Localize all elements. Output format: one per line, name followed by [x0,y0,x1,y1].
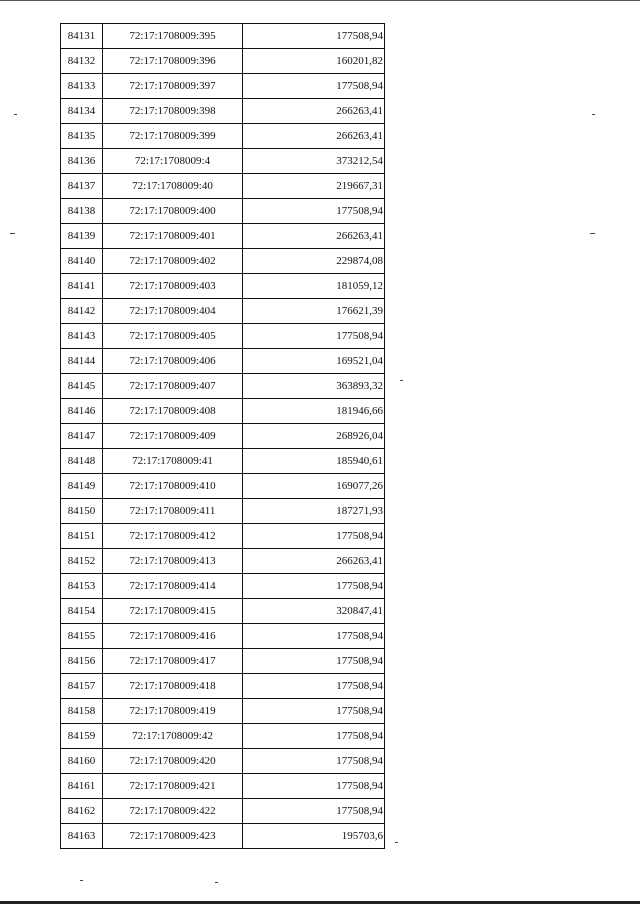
row-number: 84144 [61,349,103,374]
table-row [61,499,385,524]
row-number: 84137 [61,174,103,199]
row-number: 84150 [61,499,103,524]
row-number: 84148 [61,449,103,474]
cadastral-value: 266263,41 [243,224,385,249]
cadastral-value: 169077,26 [243,474,385,499]
table-row [61,124,385,149]
cadastral-value: 177508,94 [243,799,385,824]
cadastral-value: 177508,94 [243,699,385,724]
cadastral-number: 72:17:1708009:419 [103,699,243,724]
top-rule [0,0,640,1]
table-row [61,599,385,624]
table-row [61,74,385,99]
table-row [61,299,385,324]
cadastral-number: 72:17:1708009:415 [103,599,243,624]
scan-speck [592,114,595,115]
cadastral-value: 266263,41 [243,549,385,574]
table-body [61,24,385,849]
cadastral-number: 72:17:1708009:404 [103,299,243,324]
cadastral-value: 187271,93 [243,499,385,524]
cadastral-number: 72:17:1708009:395 [103,24,243,49]
cadastral-number: 72:17:1708009:405 [103,324,243,349]
cadastral-value: 266263,41 [243,99,385,124]
row-number: 84157 [61,674,103,699]
row-number: 84132 [61,49,103,74]
table-row [61,774,385,799]
cadastral-value: 373212,54 [243,149,385,174]
table-row [61,799,385,824]
cadastral-number: 72:17:1708009:402 [103,249,243,274]
row-number: 84158 [61,699,103,724]
cadastral-value: 177508,94 [243,649,385,674]
cadastral-value: 363893,32 [243,374,385,399]
cadastral-value: 177508,94 [243,749,385,774]
table-row [61,349,385,374]
cadastral-value: 177508,94 [243,774,385,799]
cadastral-value: 177508,94 [243,574,385,599]
cadastral-number: 72:17:1708009:396 [103,49,243,74]
cadastral-value: 177508,94 [243,524,385,549]
cadastral-value-table-wrap [60,23,384,849]
row-number: 84138 [61,199,103,224]
row-number: 84155 [61,624,103,649]
row-number: 84131 [61,24,103,49]
table-row [61,524,385,549]
cadastral-value: 177508,94 [243,724,385,749]
table-row [61,324,385,349]
cadastral-value: 177508,94 [243,674,385,699]
cadastral-value: 177508,94 [243,24,385,49]
row-number: 84154 [61,599,103,624]
row-number: 84149 [61,474,103,499]
scan-speck [14,114,17,115]
cadastral-value: 181946,66 [243,399,385,424]
cadastral-number: 72:17:1708009:414 [103,574,243,599]
row-number: 84141 [61,274,103,299]
row-number: 84161 [61,774,103,799]
row-number: 84134 [61,99,103,124]
cadastral-value: 229874,08 [243,249,385,274]
cadastral-number: 72:17:1708009:4 [103,149,243,174]
scan-speck [590,233,595,234]
scan-speck [400,380,403,381]
table-row [61,424,385,449]
table-row [61,474,385,499]
cadastral-value: 181059,12 [243,274,385,299]
cadastral-number: 72:17:1708009:422 [103,799,243,824]
scan-speck [80,880,83,881]
scan-speck [395,842,398,843]
cadastral-number: 72:17:1708009:406 [103,349,243,374]
table-row [61,649,385,674]
row-number: 84136 [61,149,103,174]
table-row [61,274,385,299]
table-row [61,699,385,724]
cadastral-number: 72:17:1708009:401 [103,224,243,249]
cadastral-value: 177508,94 [243,624,385,649]
cadastral-value: 177508,94 [243,74,385,99]
cadastral-number: 72:17:1708009:399 [103,124,243,149]
table-row [61,399,385,424]
row-number: 84135 [61,124,103,149]
cadastral-number: 72:17:1708009:400 [103,199,243,224]
cadastral-number: 72:17:1708009:408 [103,399,243,424]
table-row [61,99,385,124]
cadastral-value: 177508,94 [243,324,385,349]
table-row [61,549,385,574]
cadastral-number: 72:17:1708009:421 [103,774,243,799]
cadastral-value: 177508,94 [243,199,385,224]
table-row [61,24,385,49]
cadastral-value: 169521,04 [243,349,385,374]
cadastral-value: 268926,04 [243,424,385,449]
table-row [61,624,385,649]
table-row [61,149,385,174]
cadastral-number: 72:17:1708009:413 [103,549,243,574]
row-number: 84146 [61,399,103,424]
table-row [61,199,385,224]
cadastral-value-table [60,23,385,849]
bottom-rule [0,901,640,904]
cadastral-number: 72:17:1708009:409 [103,424,243,449]
table-row [61,449,385,474]
row-number: 84151 [61,524,103,549]
cadastral-number: 72:17:1708009:42 [103,724,243,749]
row-number: 84142 [61,299,103,324]
cadastral-value: 219667,31 [243,174,385,199]
table-row [61,374,385,399]
cadastral-number: 72:17:1708009:420 [103,749,243,774]
cadastral-number: 72:17:1708009:417 [103,649,243,674]
cadastral-value: 160201,82 [243,49,385,74]
row-number: 84145 [61,374,103,399]
scan-speck [10,233,15,234]
table-row [61,49,385,74]
table-row [61,674,385,699]
row-number: 84139 [61,224,103,249]
cadastral-number: 72:17:1708009:403 [103,274,243,299]
cadastral-number: 72:17:1708009:397 [103,74,243,99]
cadastral-value: 195703,6 [243,824,385,849]
row-number: 84140 [61,249,103,274]
row-number: 84159 [61,724,103,749]
row-number: 84143 [61,324,103,349]
row-number: 84163 [61,824,103,849]
cadastral-number: 72:17:1708009:412 [103,524,243,549]
cadastral-number: 72:17:1708009:398 [103,99,243,124]
table-row [61,749,385,774]
cadastral-value: 176621,39 [243,299,385,324]
row-number: 84133 [61,74,103,99]
row-number: 84160 [61,749,103,774]
cadastral-number: 72:17:1708009:410 [103,474,243,499]
cadastral-number: 72:17:1708009:41 [103,449,243,474]
table-row [61,724,385,749]
row-number: 84147 [61,424,103,449]
cadastral-number: 72:17:1708009:416 [103,624,243,649]
cadastral-number: 72:17:1708009:418 [103,674,243,699]
row-number: 84152 [61,549,103,574]
table-row [61,574,385,599]
cadastral-number: 72:17:1708009:411 [103,499,243,524]
table-row [61,824,385,849]
cadastral-number: 72:17:1708009:40 [103,174,243,199]
row-number: 84156 [61,649,103,674]
row-number: 84162 [61,799,103,824]
cadastral-value: 185940,61 [243,449,385,474]
cadastral-number: 72:17:1708009:423 [103,824,243,849]
cadastral-number: 72:17:1708009:407 [103,374,243,399]
row-number: 84153 [61,574,103,599]
cadastral-value: 320847,41 [243,599,385,624]
cadastral-value: 266263,41 [243,124,385,149]
table-row [61,224,385,249]
table-row [61,174,385,199]
scan-speck [215,882,218,883]
table-row [61,249,385,274]
